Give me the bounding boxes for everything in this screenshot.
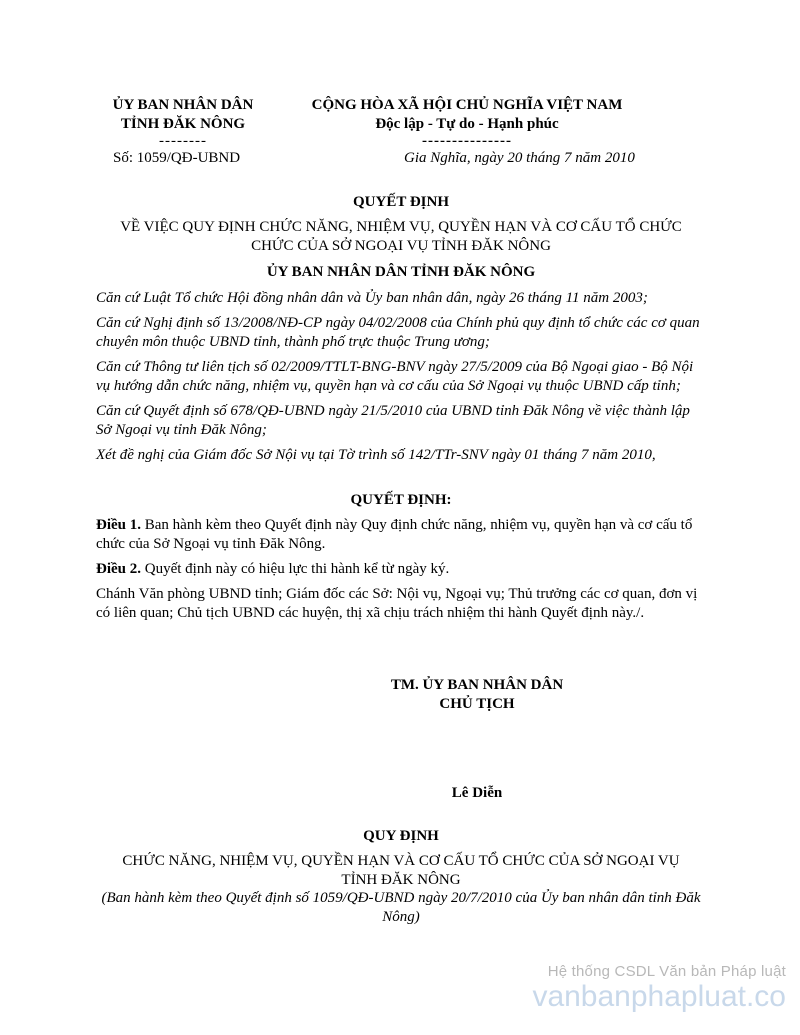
execution-clause: Chánh Văn phòng UBND tỉnh; Giám đốc các Sở: Nội vụ, Ngoại vụ; Thủ trưởng các cơ quan, đơn vị có liên quan; Chủ tịch UBND các huyện, thị xã chịu trách nhiệm thi hành Quyết định này./. xyxy=(96,586,698,621)
basis-item: Căn cứ Luật Tổ chức Hội đồng nhân dân và Ủy ban nhân dân, ngày 26 tháng 11 năm 2003; xyxy=(96,290,648,306)
watermark-caption: Hệ thống CSDL Văn bản Pháp luật xyxy=(547,963,786,980)
article-1-label: Điều 1. xyxy=(96,517,141,533)
signer-name: Lê Diễn xyxy=(451,785,503,801)
article-1-text: Ban hành kèm theo Quyết định này Quy định chức năng, nhiệm vụ, quyền hạn và cơ cấu tổ chức của Sở Ngoại vụ tỉnh Đăk Nông. xyxy=(96,517,693,552)
motto-separator: --------------- xyxy=(422,133,512,149)
basis-item: Căn cứ Quyết định số 678/QĐ-UBND ngày 21/5/2010 của UBND tỉnh Đăk Nông về việc thành lập Sở Ngoại vụ tỉnh Đăk Nông; xyxy=(96,403,690,438)
place-date: Gia Nghĩa, ngày 20 tháng 7 năm 2010 xyxy=(404,150,635,166)
regulation-title: QUY ĐỊNH xyxy=(363,828,439,844)
article-2-label: Điều 2. xyxy=(96,561,141,577)
issuer-heading: ỦY BAN NHÂN DÂN TỈNH ĐĂK NÔNG xyxy=(266,264,536,280)
regulation-subject-line2: TỈNH ĐĂK NÔNG xyxy=(341,872,461,888)
document-number: Số: 1059/QĐ-UBND xyxy=(113,150,241,166)
article-2 xyxy=(96,560,706,579)
articles xyxy=(96,516,706,629)
signature-block xyxy=(372,676,582,714)
decision-title: QUYẾT ĐỊNH xyxy=(353,194,449,210)
national-motto xyxy=(292,96,642,148)
regulation-subject-line1: CHỨC NĂNG, NHIỆM VỤ, QUYỀN HẠN VÀ CƠ CẤU TỔ CHỨC CỦA SỞ NGOẠI VỤ xyxy=(122,853,680,869)
issuing-agency xyxy=(96,96,270,148)
legal-bases xyxy=(96,289,706,471)
decision-subject-line1: VỀ VIỆC QUY ĐỊNH CHỨC NĂNG, NHIỆM VỤ, QUYỀN HẠN VÀ CƠ CẤU TỔ CHỨC xyxy=(120,219,682,235)
decides-heading: QUYẾT ĐỊNH: xyxy=(350,492,452,508)
agency-province: TỈNH ĐĂK NÔNG xyxy=(120,116,246,132)
basis-item: Căn cứ Thông tư liên tịch số 02/2009/TTLT-BNG-BNV ngày 27/5/2009 của Bộ Ngoại giao - Bộ Nội vụ hướng dẫn chức năng, nhiệm vụ, quyền hạn và cơ cấu của Sở Ngoại vụ thuộc UBND cấp tỉnh; xyxy=(96,359,694,394)
motto: Độc lập - Tự do - Hạnh phúc xyxy=(375,116,559,132)
article-1 xyxy=(96,516,706,554)
decision-subject xyxy=(96,218,706,256)
regulation-note: (Ban hành kèm theo Quyết định số 1059/QĐ-UBND ngày 20/7/2010 của Ủy ban nhân dân tỉnh Đăk Nông) xyxy=(101,890,701,925)
agency-separator: -------- xyxy=(159,133,207,149)
basis-item: Căn cứ Nghị định số 13/2008/NĐ-CP ngày 04/02/2008 của Chính phủ quy định tổ chức các cơ quan chuyên môn thuộc UBND tỉnh, thành phố trực thuộc Trung ương; xyxy=(96,315,700,350)
decision-subject-line2: CHỨC CỦA SỞ NGOẠI VỤ TỈNH ĐĂK NÔNG xyxy=(251,238,551,254)
agency-name: ỦY BAN NHÂN DÂN xyxy=(112,97,254,113)
signature-line1: TM. ỦY BAN NHÂN DÂN xyxy=(390,677,564,693)
basis-item: Xét đề nghị của Giám đốc Sở Nội vụ tại Tờ trình số 142/TTr-SNV ngày 01 tháng 7 năm 2010, xyxy=(96,447,656,463)
watermark-site: vanbanphapluat.co xyxy=(532,980,786,1013)
country-name: CỘNG HÒA XÃ HỘI CHỦ NGHĨA VIỆT NAM xyxy=(311,97,623,113)
signature-title: CHỦ TỊCH xyxy=(439,696,515,712)
article-2-text: Quyết định này có hiệu lực thi hành kể từ ngày ký. xyxy=(141,561,450,577)
regulation-subject xyxy=(96,852,706,890)
